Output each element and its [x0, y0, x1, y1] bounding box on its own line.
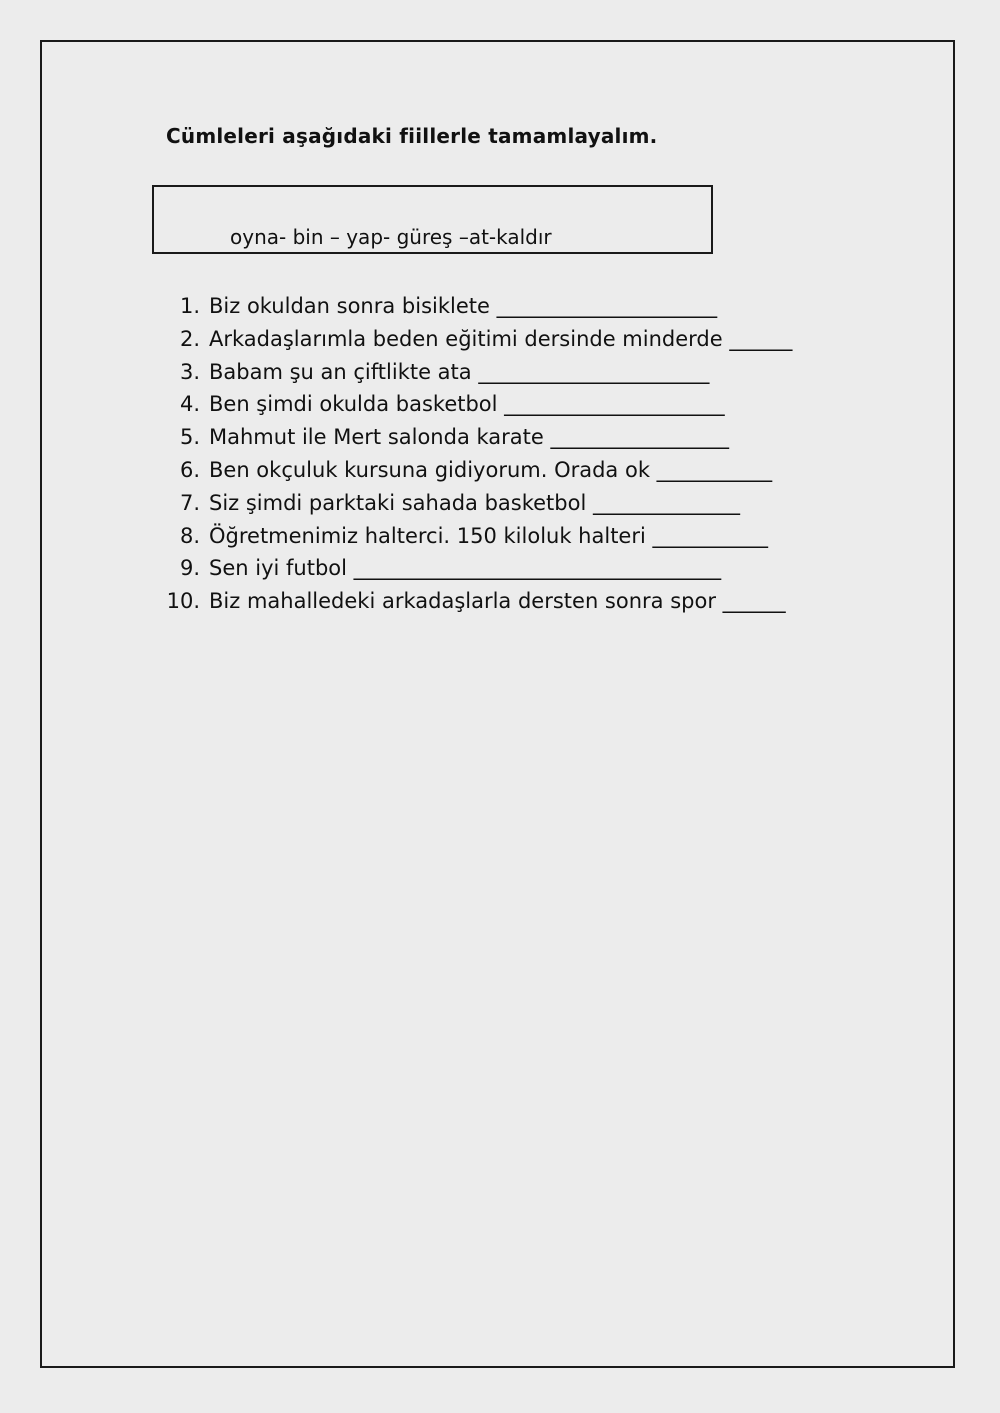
question-item — [150, 520, 792, 553]
worksheet-title: Cümleleri aşağıdaki fiillerle tamamlayalım. — [166, 124, 658, 148]
question-item — [150, 487, 792, 520]
question-number: 5. — [179, 425, 200, 450]
question-number: 10. — [166, 589, 200, 614]
question-number: 3. — [179, 359, 200, 384]
question-number: 7. — [179, 490, 200, 515]
question-text: Ben okçuluk kursuna gidiyorum. Orada ok ___________ — [209, 457, 773, 482]
question-text: Sen iyi futbol ___________________________________ — [209, 556, 722, 581]
question-number: 4. — [179, 392, 200, 417]
question-number: 8. — [179, 523, 200, 548]
question-text: Biz mahalledeki arkadaşlarla dersten sonra spor ______ — [209, 589, 786, 614]
question-list — [150, 290, 792, 618]
question-item — [150, 356, 792, 389]
question-number: 1. — [179, 294, 200, 318]
word-bank-box — [152, 185, 713, 254]
question-item — [150, 290, 792, 323]
question-text: Öğretmenimiz halterci. 150 kiloluk halteri ___________ — [209, 523, 768, 548]
question-text: Ben şimdi okulda basketbol _____________________ — [209, 392, 725, 417]
question-item — [150, 454, 792, 487]
word-bank-text: oyna- bin – yap- güreş –at-kaldır — [230, 225, 552, 249]
question-text: Babam şu an çiftlikte ata ______________________ — [209, 359, 710, 384]
question-number: 9. — [179, 556, 200, 581]
question-item — [150, 585, 792, 618]
question-item — [150, 388, 792, 421]
question-text: Mahmut ile Mert salonda karate _________________ — [209, 425, 729, 450]
question-number: 6. — [179, 457, 200, 482]
question-text: Arkadaşlarımla beden eğitimi dersinde minderde ______ — [209, 326, 793, 351]
question-item — [150, 323, 792, 356]
question-text: Siz şimdi parktaki sahada basketbol ______________ — [209, 490, 740, 515]
question-item — [150, 421, 792, 454]
question-text: Biz okuldan sonra bisiklete _____________________ — [209, 294, 718, 318]
question-item — [150, 552, 792, 585]
question-number: 2. — [179, 326, 200, 351]
